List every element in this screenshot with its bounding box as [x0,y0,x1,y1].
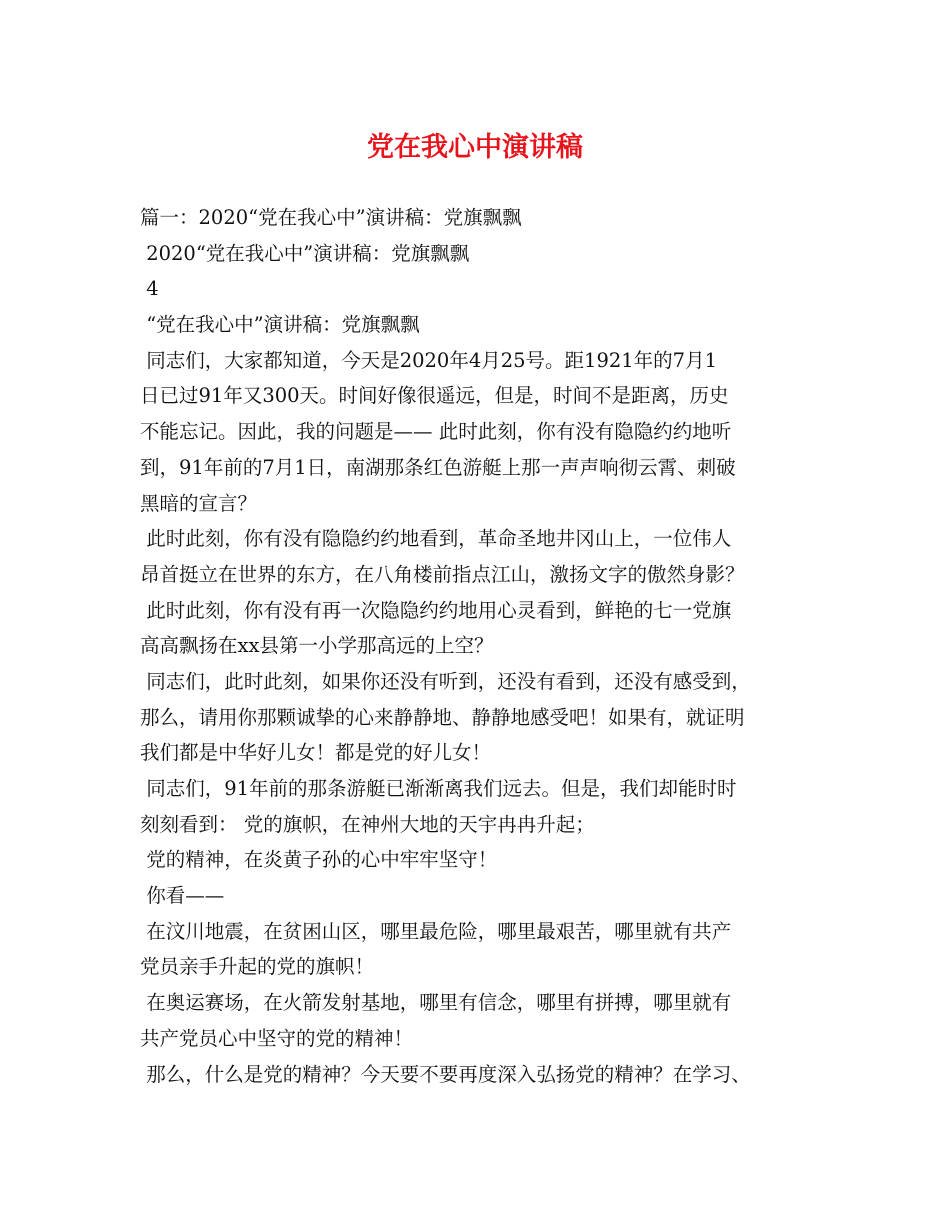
paragraph-line: “党在我心中”演讲稿：党旗飘飘 [140,313,420,337]
paragraph-line: 同志们，大家都知道，今天是2020年4月25号。距1921年的7月1 [140,348,717,372]
paragraph-line: 你看—— [140,884,225,908]
paragraph-line: 同志们，此时此刻，如果你还没有听到，还没有看到，还没有感受到， [140,669,751,693]
paragraph-line: 不能忘记。因此，我的问题是—— 此时此刻，你有没有隐隐约约地听 [140,420,732,444]
paragraph-line: 到，91年前的7月1日，南湖那条红色游艇上那一声声响彻云霄、刺破 [140,455,736,479]
paragraph-line: 在汶川地震，在贫困山区，哪里最危险，哪里最艰苦，哪里就有共产 [140,919,732,943]
paragraph-line: 我们都是中华好儿女！都是党的好儿女！ [140,741,492,765]
paragraph-line: 昂首挺立在世界的东方，在八角楼前指点江山，激扬文字的傲然身影？ [140,562,745,586]
paragraph-line: 日已过91年又300天。时间好像很遥远，但是，时间不是距离，历史 [140,384,729,408]
paragraph-line: 篇一：2020“党在我心中”演讲稿：党旗飘飘 [140,206,522,229]
paragraph-line: 刻刻看到： 党的旗帜，在神州大地的天宇冉冉升起； [140,812,595,836]
paragraph-line: 黑暗的宣言？ [140,491,258,515]
paragraph-line: 党的精神，在炎黄子孙的心中牢牢坚守！ [140,848,498,872]
document-body [140,200,840,1092]
paragraph-line: 那么，什么是党的精神？今天要不要再度深入弘扬党的精神？在学习、 [140,1062,751,1086]
paragraph-line: 2020“党在我心中”演讲稿：党旗飘飘 [140,241,470,265]
paragraph-line: 同志们，91年前的那条游艇已渐渐离我们远去。但是，我们却能时时 [140,777,737,800]
paragraph-line: 4 [140,277,159,301]
paragraph-line: 那么，请用你那颗诚挚的心来静静地、静静地感受吧！如果有，就证明 [140,705,745,729]
document-title: 党在我心中演讲稿 [367,132,583,163]
paragraph-line: 此时此刻，你有没有隐隐约约地看到，革命圣地井冈山上，一位伟人 [140,527,732,551]
paragraph-line: 党员亲手升起的党的旗帜！ [140,955,375,979]
paragraph-line: 此时此刻，你有没有再一次隐隐约约地用心灵看到，鲜艳的七一党旗 [140,598,732,622]
paragraph-line: 共产党员心中坚守的党的精神！ [140,1026,414,1050]
paragraph-line: 在奥运赛场，在火箭发射基地，哪里有信念，哪里有拼搏，哪里就有 [140,991,732,1015]
paragraph-line: 高高飘扬在xx县第一小学那高远的上空？ [140,634,494,658]
